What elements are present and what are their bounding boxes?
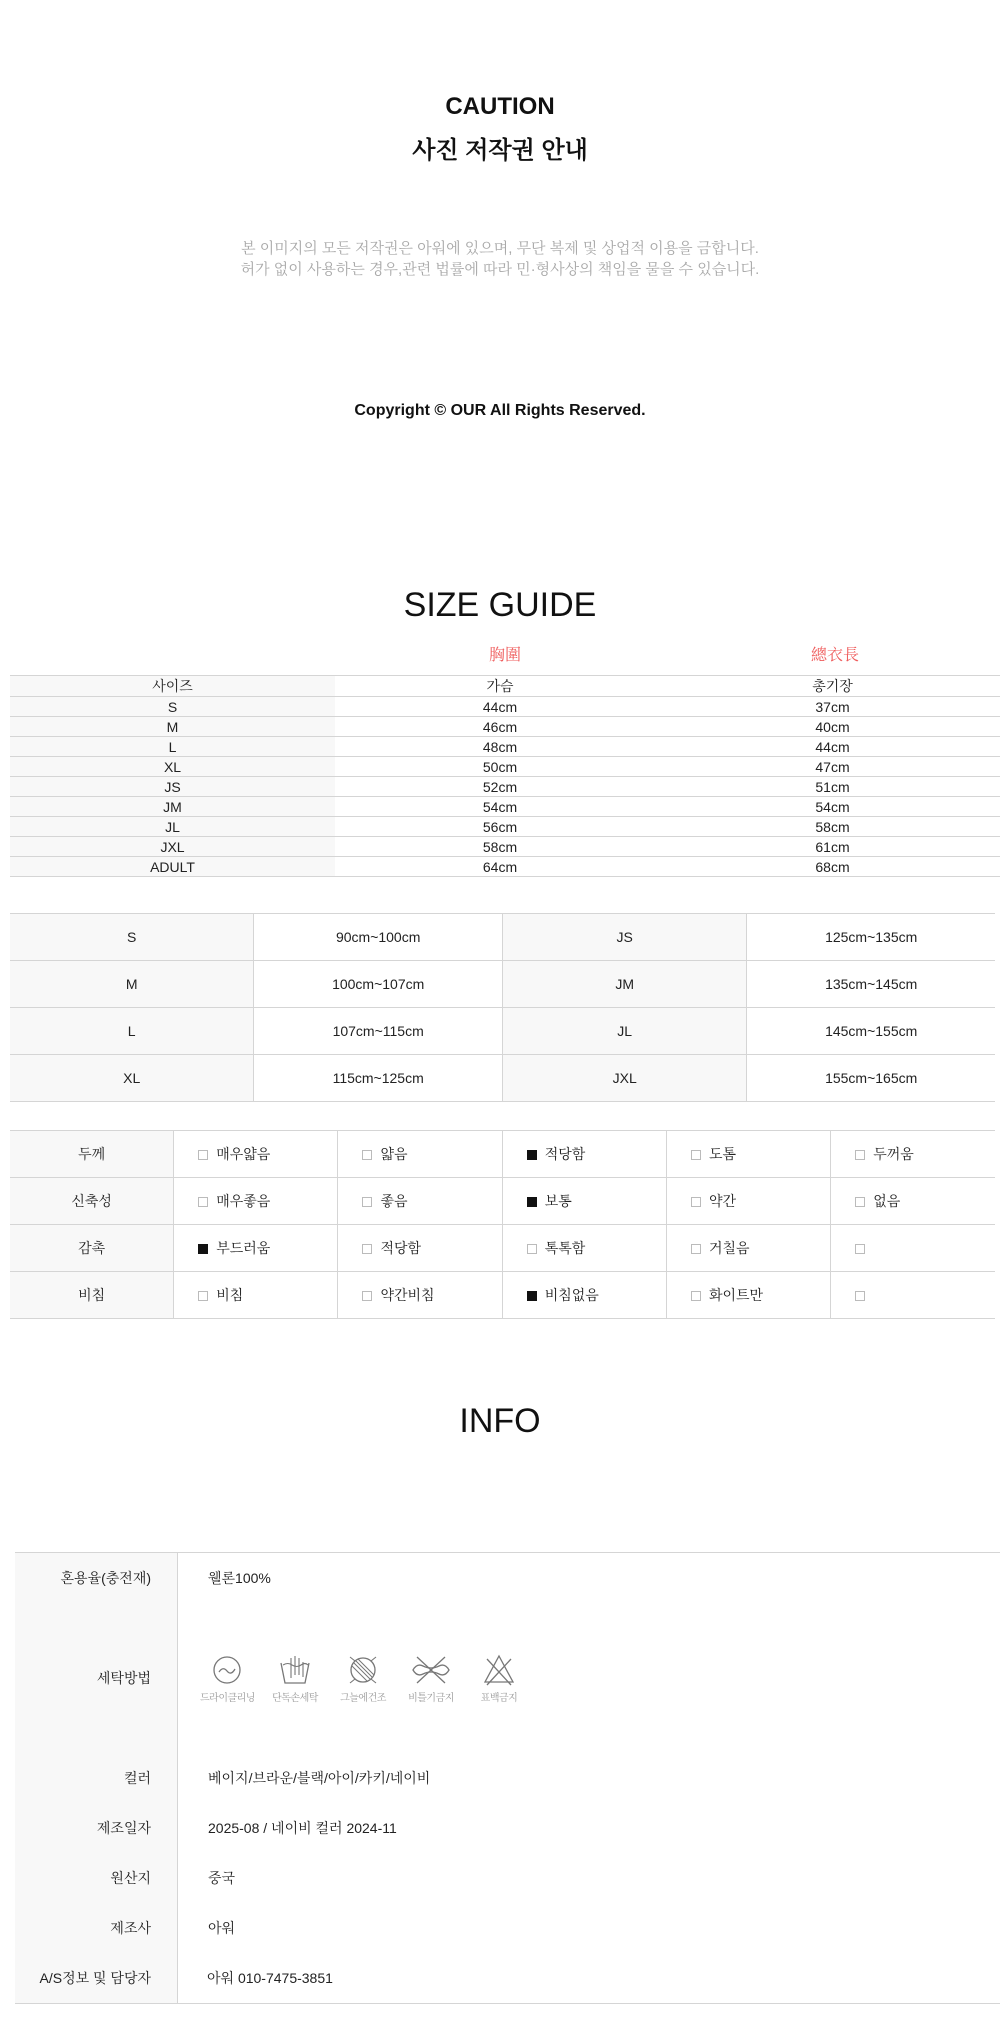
empty-box-icon <box>198 1291 208 1301</box>
info-row-as <box>15 1953 1000 2003</box>
empty-box-icon <box>855 1150 865 1160</box>
caution-subtitle: 사진 저작권 안내 <box>412 137 588 164</box>
table-row <box>10 1225 995 1272</box>
attribute-option <box>502 1131 666 1178</box>
wash-caption: 그늘에건조 <box>340 1693 386 1704</box>
size-label: JM <box>502 961 746 1008</box>
copyright-notice <box>0 238 1000 280</box>
info-row-date <box>15 1803 1000 1853</box>
table-row <box>10 797 1000 817</box>
info-row-origin <box>15 1853 1000 1903</box>
table-row <box>10 1131 995 1178</box>
size-cell: L <box>10 737 335 757</box>
length-cell: 58cm <box>665 817 1000 837</box>
info-value: 아워 010-7475-3851 <box>207 1970 333 1986</box>
checked-box-icon <box>527 1291 537 1301</box>
height-range: 90cm~100cm <box>254 914 503 961</box>
length-cn-label: 總衣長 <box>810 647 859 664</box>
empty-box-icon <box>855 1197 865 1207</box>
wash-item <box>200 1653 254 1704</box>
height-range: 115cm~125cm <box>254 1055 503 1102</box>
info-label: 제조사 <box>15 1903 178 1953</box>
size-cell: ADULT <box>10 857 335 877</box>
attribute-option <box>502 1272 666 1319</box>
attribute-option <box>174 1131 338 1178</box>
empty-box-icon <box>198 1150 208 1160</box>
empty-box-icon <box>691 1197 701 1207</box>
info-title: INFO <box>459 1402 541 1440</box>
length-cell: 61cm <box>665 837 1000 857</box>
product-info-table <box>15 1552 1000 2004</box>
size-cell: S <box>10 697 335 717</box>
size-cell: JL <box>10 817 335 837</box>
info-label: 컬러 <box>15 1753 178 1803</box>
no-wring-icon <box>411 1653 451 1687</box>
no-bleach-icon <box>482 1653 516 1687</box>
length-cell: 37cm <box>665 697 1000 717</box>
table-row <box>10 697 1000 717</box>
table-row <box>10 1055 995 1102</box>
attribute-option <box>831 1272 995 1319</box>
table-row <box>10 1008 995 1055</box>
wash-caption: 단독손세탁 <box>272 1693 318 1704</box>
size-label: JL <box>502 1008 746 1055</box>
checked-box-icon <box>527 1150 537 1160</box>
attribute-option <box>174 1272 338 1319</box>
option-label: 비침 <box>216 1287 244 1303</box>
chest-cell: 46cm <box>335 717 665 737</box>
table-row <box>10 737 1000 757</box>
notice-line-1: 본 이미지의 모든 저작권은 아워에 있으며, 무단 복제 및 상업적 이용을 금합니다. <box>241 240 759 257</box>
height-range: 107cm~115cm <box>254 1008 503 1055</box>
empty-box-icon <box>198 1197 208 1207</box>
wash-icons <box>178 1603 526 1753</box>
attribute-label: 비침 <box>10 1272 174 1319</box>
chest-cell: 64cm <box>335 857 665 877</box>
attribute-option <box>666 1178 830 1225</box>
size-label: M <box>10 961 254 1008</box>
attribute-option <box>831 1225 995 1272</box>
table-row <box>10 1178 995 1225</box>
chest-cell: 52cm <box>335 777 665 797</box>
size-label: JXL <box>502 1055 746 1102</box>
length-cell: 47cm <box>665 757 1000 777</box>
option-label: 도톰 <box>708 1146 737 1162</box>
empty-box-icon <box>362 1291 372 1301</box>
empty-box-icon <box>527 1244 537 1254</box>
wash-item <box>404 1653 458 1704</box>
info-value: 2025-08 / 네이비 컬러 2024-11 <box>208 1820 397 1836</box>
length-cell: 51cm <box>665 777 1000 797</box>
option-label: 두꺼움 <box>873 1146 914 1162</box>
empty-box-icon <box>691 1244 701 1254</box>
height-range: 155cm~165cm <box>747 1055 995 1102</box>
wash-caption: 비틀기금지 <box>408 1693 454 1704</box>
length-cell: 54cm <box>665 797 1000 817</box>
size-cell: XL <box>10 757 335 777</box>
empty-box-icon <box>691 1150 701 1160</box>
shade-dry-icon <box>346 1653 380 1687</box>
info-row-color <box>15 1753 1000 1803</box>
size-cell: M <box>10 717 335 737</box>
option-label: 비침없음 <box>544 1287 599 1303</box>
size-header-cn <box>0 642 1000 664</box>
size-col-header: 사이즈 <box>10 676 335 697</box>
empty-box-icon <box>691 1291 701 1301</box>
option-label: 톡톡함 <box>544 1240 586 1256</box>
attribute-option <box>338 1272 502 1319</box>
attribute-label: 두께 <box>10 1131 174 1178</box>
attribute-option <box>831 1131 995 1178</box>
option-label: 보통 <box>544 1193 572 1209</box>
chest-cell: 48cm <box>335 737 665 757</box>
table-row <box>10 757 1000 777</box>
attribute-option <box>338 1225 502 1272</box>
checked-box-icon <box>198 1244 208 1254</box>
height-range: 135cm~145cm <box>747 961 995 1008</box>
option-label: 적당함 <box>544 1146 586 1162</box>
fabric-attribute-table <box>10 1130 995 1319</box>
size-cell: JM <box>10 797 335 817</box>
copyright-text: Copyright © OUR All Rights Reserved. <box>354 402 646 419</box>
option-label: 화이트만 <box>708 1287 764 1303</box>
empty-box-icon <box>362 1244 372 1254</box>
table-row <box>10 777 1000 797</box>
option-label: 매우얇음 <box>216 1146 271 1162</box>
attribute-option <box>174 1225 338 1272</box>
info-label: 세탁방법 <box>15 1603 178 1753</box>
info-value: 웰론100% <box>208 1570 271 1586</box>
attribute-option <box>174 1178 338 1225</box>
wash-caption: 드라이클리닝 <box>200 1693 255 1704</box>
info-label: A/S정보 및 담당자 <box>15 1953 178 2003</box>
option-label: 부드러움 <box>216 1240 271 1256</box>
size-guide-title: SIZE GUIDE <box>403 586 597 624</box>
option-label: 약간비침 <box>380 1287 435 1303</box>
size-cell: JS <box>10 777 335 797</box>
attribute-option <box>666 1225 830 1272</box>
option-label: 거칠음 <box>708 1240 750 1256</box>
option-label: 좋음 <box>380 1193 408 1209</box>
table-row <box>10 717 1000 737</box>
dry-clean-icon <box>210 1653 244 1687</box>
chest-cell: 50cm <box>335 757 665 777</box>
height-range-table <box>10 913 995 1102</box>
option-label: 매우좋음 <box>216 1193 271 1209</box>
size-table <box>10 675 1000 877</box>
caution-title: CAUTION <box>445 93 555 120</box>
attribute-option <box>338 1178 502 1225</box>
size-table-header <box>10 676 1000 697</box>
height-range: 145cm~155cm <box>747 1008 995 1055</box>
option-label: 적당함 <box>380 1240 422 1256</box>
length-cell: 40cm <box>665 717 1000 737</box>
option-label: 없음 <box>873 1193 901 1209</box>
empty-box-icon <box>362 1150 372 1160</box>
wash-caption: 표백금지 <box>480 1693 518 1704</box>
option-label: 약간 <box>708 1193 737 1209</box>
attribute-option <box>502 1178 666 1225</box>
attribute-label: 신축성 <box>10 1178 174 1225</box>
chest-cell: 56cm <box>335 817 665 837</box>
table-row <box>10 817 1000 837</box>
info-value: 베이지/브라운/블랙/아이/카키/네이비 <box>208 1770 431 1786</box>
wash-item <box>336 1653 390 1704</box>
empty-box-icon <box>855 1291 865 1301</box>
table-row <box>10 857 1000 877</box>
checked-box-icon <box>527 1197 537 1207</box>
length-col-header: 총기장 <box>665 676 1000 697</box>
size-label: S <box>10 914 254 961</box>
info-label: 혼용율(충전재) <box>15 1553 178 1603</box>
chest-cell: 54cm <box>335 797 665 817</box>
size-label: L <box>10 1008 254 1055</box>
chest-cn-label: 胸圍 <box>488 647 521 664</box>
height-range: 125cm~135cm <box>747 914 995 961</box>
table-row <box>10 1272 995 1319</box>
height-range: 100cm~107cm <box>254 961 503 1008</box>
attribute-option <box>338 1131 502 1178</box>
option-label: 얇음 <box>380 1146 408 1162</box>
attribute-option <box>666 1272 830 1319</box>
table-row <box>10 837 1000 857</box>
attribute-option <box>502 1225 666 1272</box>
chest-col-header: 가슴 <box>335 676 665 697</box>
chest-cell: 58cm <box>335 837 665 857</box>
size-label: JS <box>502 914 746 961</box>
attribute-option <box>666 1131 830 1178</box>
info-value: 중국 <box>208 1870 236 1886</box>
info-row-maker <box>15 1903 1000 1953</box>
size-cell: JXL <box>10 837 335 857</box>
hand-wash-icon <box>278 1653 312 1687</box>
length-cell: 44cm <box>665 737 1000 757</box>
attribute-label: 감촉 <box>10 1225 174 1272</box>
table-row <box>10 914 995 961</box>
info-value: 아워 <box>208 1920 236 1936</box>
chest-cell: 44cm <box>335 697 665 717</box>
wash-item <box>472 1653 526 1704</box>
attribute-option <box>831 1178 995 1225</box>
info-label: 원산지 <box>15 1853 178 1903</box>
empty-box-icon <box>855 1244 865 1254</box>
size-label: XL <box>10 1055 254 1102</box>
length-cell: 68cm <box>665 857 1000 877</box>
info-row-wash <box>15 1603 1000 1753</box>
empty-box-icon <box>362 1197 372 1207</box>
info-row-material <box>15 1553 1000 1603</box>
wash-item <box>268 1653 322 1704</box>
info-label: 제조일자 <box>15 1803 178 1853</box>
notice-line-2: 허가 없이 사용하는 경우,관련 법률에 따라 민·형사상의 책임을 물을 수 있습니다. <box>240 261 760 278</box>
table-row <box>10 961 995 1008</box>
